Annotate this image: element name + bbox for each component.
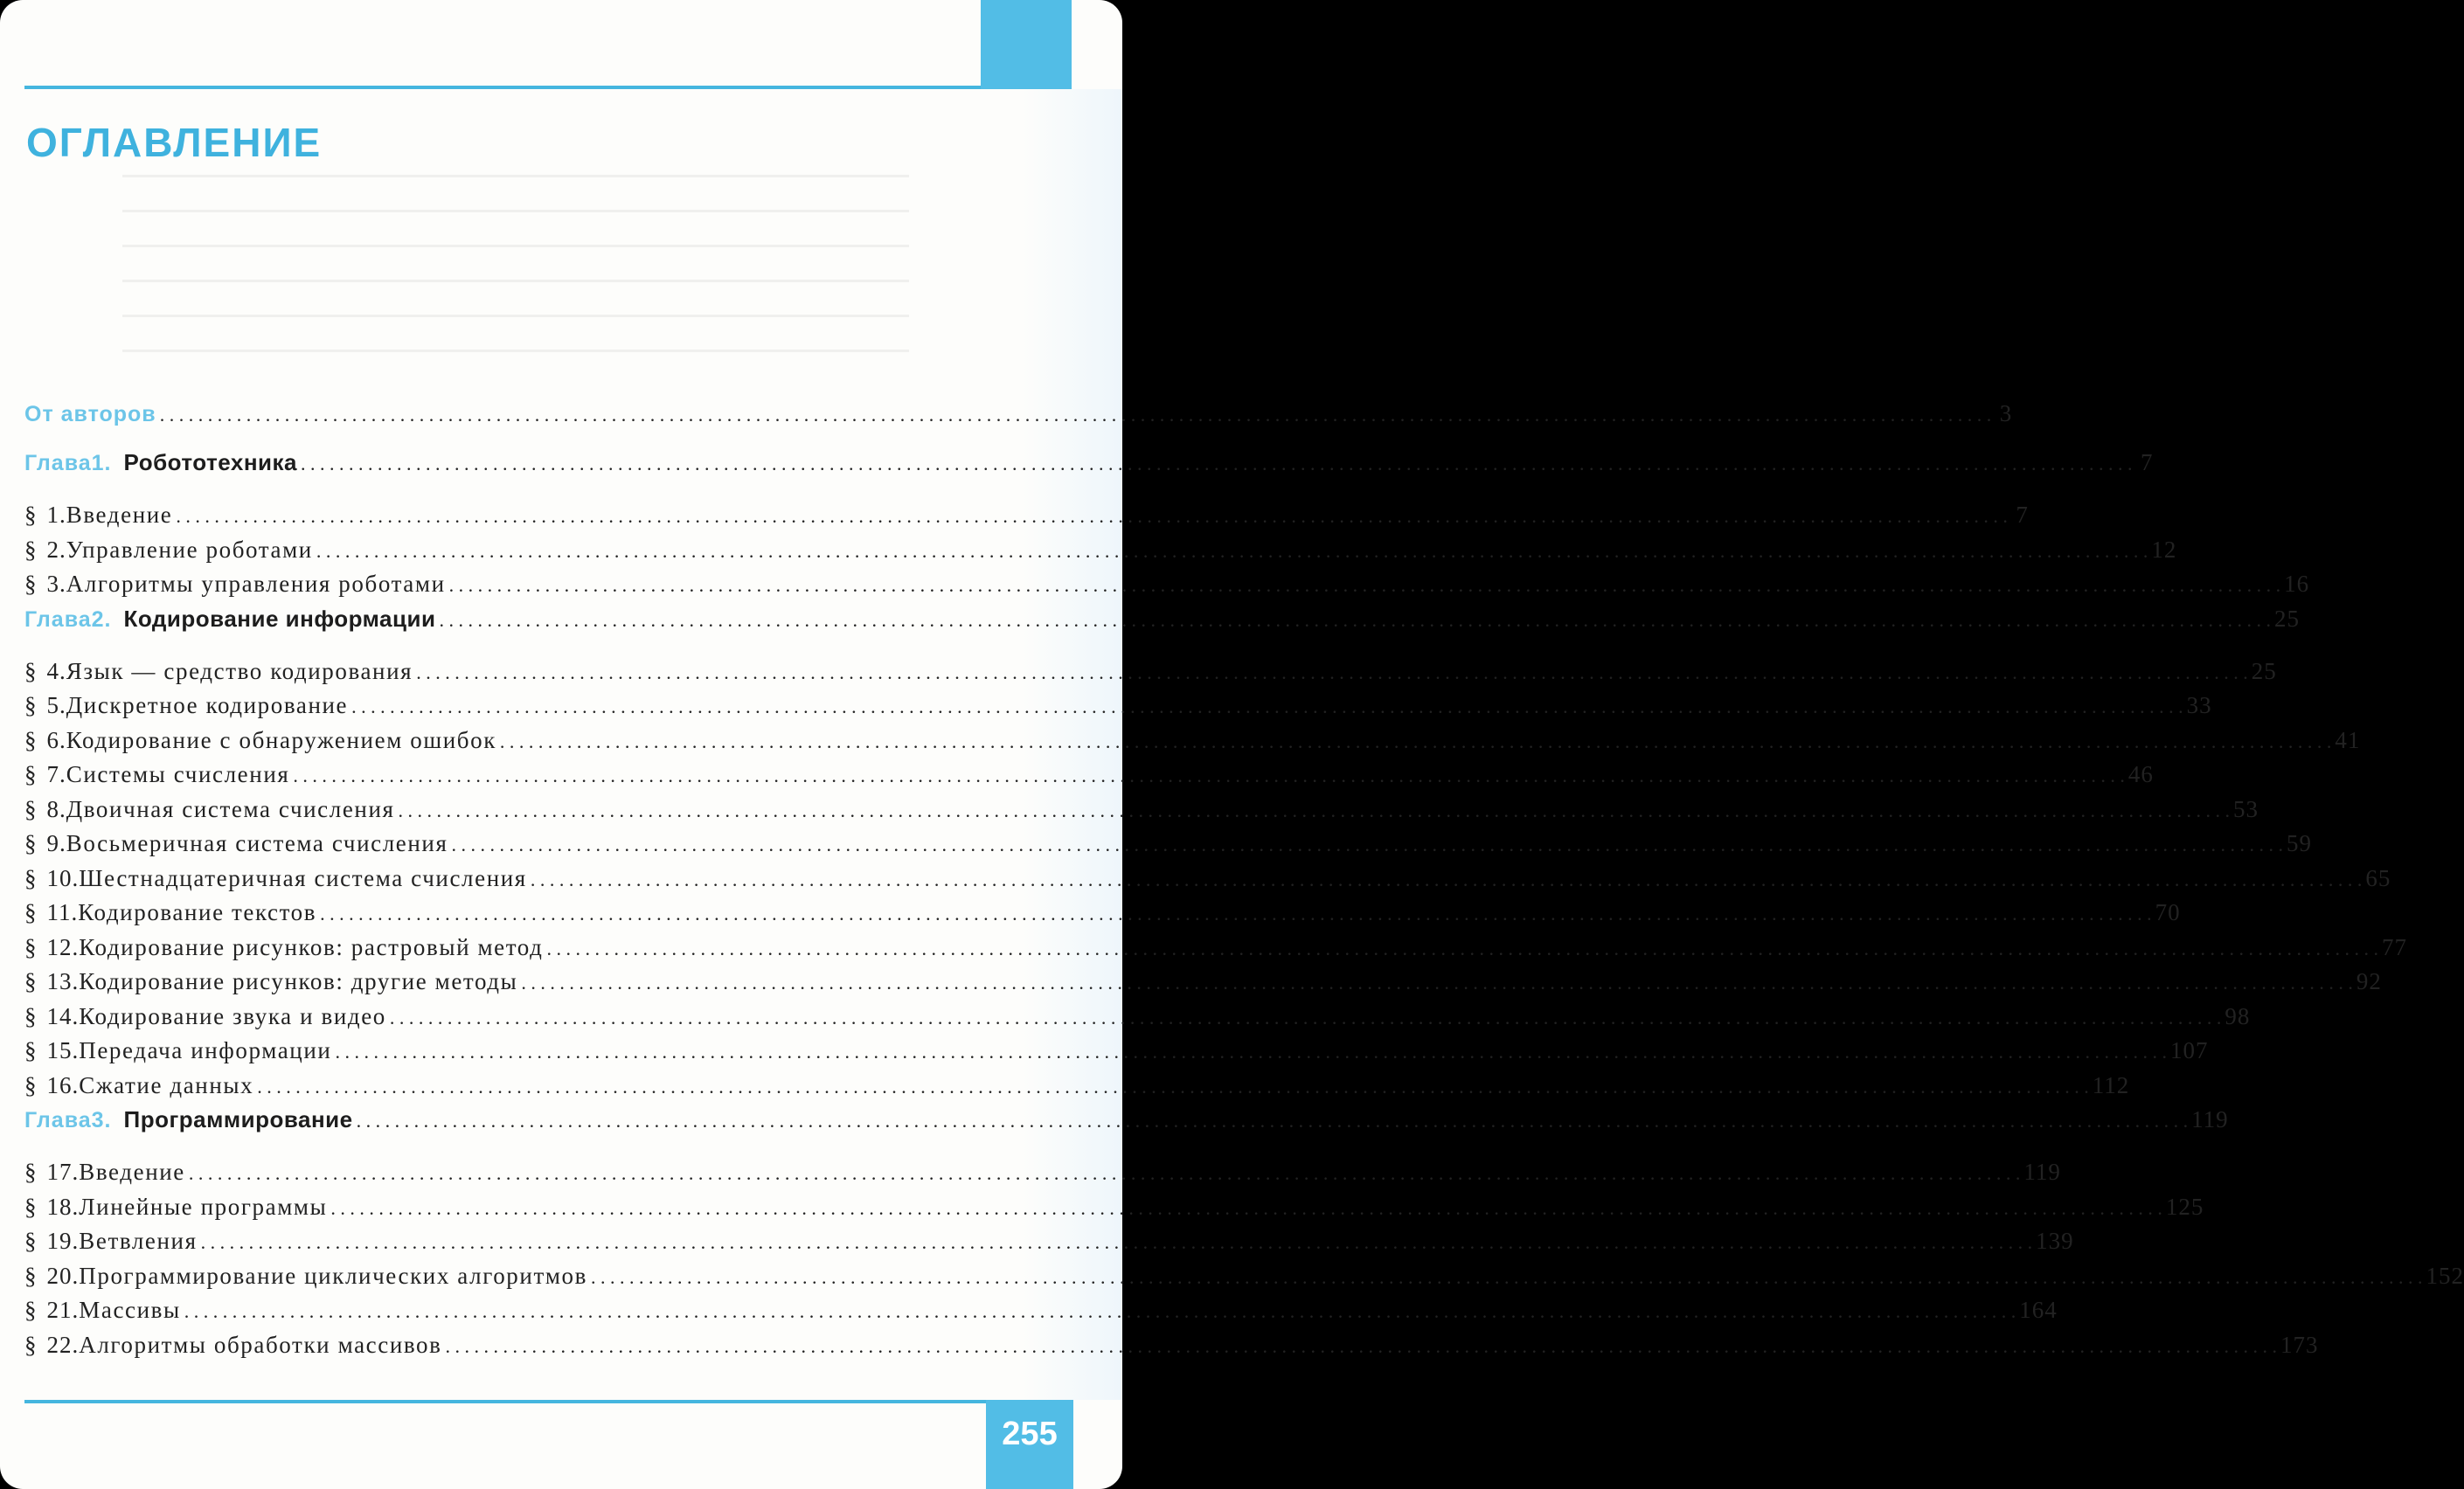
section-number: 7.: [46, 761, 66, 787]
section-sign: §: [24, 1331, 37, 1358]
section-title: Введение: [79, 1159, 185, 1185]
section-page: 33: [2186, 692, 2212, 718]
section-sign: §: [24, 899, 37, 925]
leader-dots: [320, 903, 2152, 925]
section-number: 6.: [46, 726, 66, 753]
section-page: 125: [2165, 1193, 2204, 1220]
section-number: 13.: [46, 968, 80, 994]
chapter-word: Глава: [24, 451, 92, 475]
section-sign: §: [24, 1193, 37, 1220]
section-page: 139: [2036, 1228, 2074, 1254]
section-number: 19.: [46, 1228, 80, 1254]
page-number: 255: [1002, 1416, 1058, 1452]
toc-intro-label: От авторов: [24, 402, 156, 426]
section-sign: §: [24, 536, 37, 563]
section-sign: §: [24, 968, 37, 994]
section-page: 7: [2016, 502, 2029, 528]
section-page: 107: [2169, 1037, 2209, 1063]
chapter-number: 1.: [91, 451, 112, 475]
chapter-title: Программирование: [123, 1106, 353, 1132]
section-number: 9.: [46, 830, 66, 856]
section-page: 173: [2280, 1331, 2319, 1358]
chapter-word: Глава: [24, 606, 92, 632]
section-title: Массивы: [79, 1297, 181, 1323]
section-page: 16: [2284, 571, 2310, 597]
section-page: 77: [2381, 933, 2407, 960]
section-number: 3.: [46, 571, 66, 597]
section-number: 10.: [46, 864, 80, 891]
section-title: Кодирование текстов: [78, 899, 317, 925]
section-number: 21.: [46, 1297, 80, 1323]
section-sign: §: [24, 761, 37, 787]
section-title: Кодирование звука и видео: [79, 1002, 386, 1029]
section-title: Кодирование с обнаружением ошибок: [66, 726, 496, 753]
chapter-page: 119: [2191, 1106, 2229, 1132]
leader-dots: [335, 1041, 2167, 1063]
section-number: 1.: [46, 502, 66, 528]
section-title: Язык — средство кодирования: [66, 657, 413, 684]
leader-dots: [531, 869, 2363, 891]
toc-intro-row[interactable]: [24, 400, 2013, 449]
toc-section-row[interactable]: [24, 1159, 2061, 1194]
leader-dots: [357, 1110, 2189, 1132]
section-number: 20.: [46, 1262, 80, 1289]
section-sign: §: [24, 1159, 37, 1185]
bottom-rule: [24, 1400, 986, 1403]
section-page: 25: [2251, 657, 2277, 684]
section-title: Передача информации: [79, 1037, 332, 1063]
leader-dots: [390, 1007, 2222, 1029]
leader-dots: [399, 800, 2231, 822]
top-rule: [24, 86, 981, 89]
chapter-title: Робототехника: [123, 449, 297, 475]
section-sign: §: [24, 933, 37, 960]
section-number: 18.: [46, 1193, 80, 1220]
leader-dots: [201, 1231, 2033, 1254]
chapter-number: 3.: [91, 1108, 112, 1132]
section-title: Кодирование рисунков: растровый метод: [79, 933, 544, 960]
chapter-page: 7: [2140, 449, 2154, 475]
section-title: Введение: [66, 502, 173, 528]
toc-section-row[interactable]: [24, 571, 2310, 606]
section-sign: §: [24, 864, 37, 891]
page-title: ОГЛАВЛЕНИЕ: [26, 120, 323, 165]
section-number: 5.: [46, 692, 66, 718]
section-page: 164: [2019, 1297, 2058, 1323]
section-number: 15.: [46, 1037, 80, 1063]
section-title: Алгоритмы управления роботами: [66, 571, 446, 597]
leader-dots: [293, 765, 2125, 787]
section-page: 98: [2225, 1002, 2251, 1029]
section-sign: §: [24, 830, 37, 856]
section-title: Системы счисления: [66, 761, 290, 787]
section-number: 12.: [46, 933, 80, 960]
toc-chapter-row[interactable]: [24, 449, 2154, 498]
toc-section-row[interactable]: [24, 1193, 2204, 1229]
toc-section-row[interactable]: [24, 1331, 2319, 1367]
leader-dots: [416, 661, 2248, 684]
leader-dots: [189, 1162, 2021, 1185]
section-page: 41: [2335, 726, 2361, 753]
section-number: 17.: [46, 1159, 80, 1185]
section-sign: §: [24, 571, 37, 597]
leader-dots: [316, 540, 2148, 563]
leader-dots: [452, 834, 2284, 856]
chapter-word: Глава: [24, 1108, 92, 1132]
section-sign: §: [24, 726, 37, 753]
section-number: 8.: [46, 795, 66, 822]
toc-section-row[interactable]: [24, 761, 2154, 796]
section-sign: §: [24, 502, 37, 528]
section-sign: §: [24, 1262, 37, 1289]
toc-section-row[interactable]: [24, 899, 2181, 934]
section-title: Сжатие данных: [79, 1071, 254, 1098]
section-number: 4.: [46, 657, 66, 684]
section-page: 65: [2365, 864, 2391, 891]
toc-section-row[interactable]: [24, 830, 2312, 865]
leader-dots: [176, 505, 2008, 528]
toc-section-row[interactable]: [24, 536, 2177, 571]
section-page: 92: [2356, 968, 2382, 994]
toc-section-row[interactable]: [24, 933, 2407, 969]
section-sign: §: [24, 1071, 37, 1098]
leader-dots: [351, 696, 2183, 718]
section-sign: §: [24, 657, 37, 684]
section-number: 22.: [46, 1331, 80, 1358]
leader-dots: [160, 404, 1992, 426]
leader-dots: [546, 938, 2378, 960]
leader-dots: [445, 1335, 2277, 1358]
toc-section-row[interactable]: [24, 864, 2391, 900]
section-page: 112: [2092, 1071, 2130, 1098]
section-title: Алгоритмы обработки массивов: [79, 1331, 442, 1358]
table-of-contents: [24, 400, 2464, 1366]
chapter-page: 25: [2273, 605, 2300, 632]
section-page: 70: [2155, 899, 2181, 925]
section-page: 152: [2426, 1262, 2464, 1289]
section-number: 11.: [46, 899, 79, 925]
section-page: 46: [2127, 761, 2154, 787]
toc-section-row[interactable]: [24, 1037, 2209, 1072]
toc-section-row[interactable]: [24, 657, 2277, 693]
chapter-number: 2.: [91, 606, 112, 632]
section-number: 14.: [46, 1002, 80, 1029]
leader-dots: [439, 609, 2271, 632]
section-sign: §: [24, 795, 37, 822]
section-page: 59: [2287, 830, 2312, 856]
section-title: Управление роботами: [66, 536, 313, 563]
leader-dots: [500, 731, 2332, 753]
section-sign: §: [24, 1228, 37, 1254]
section-title: Кодирование рисунков: другие методы: [79, 968, 518, 994]
section-page: 119: [2023, 1159, 2061, 1185]
chapter-title: Кодирование информации: [123, 605, 436, 632]
leader-dots: [449, 574, 2281, 597]
section-sign: §: [24, 1037, 37, 1063]
top-corner-tab: [981, 0, 1072, 89]
leader-dots: [301, 453, 2133, 475]
toc-section-row[interactable]: [24, 795, 2259, 831]
toc-section-row[interactable]: [24, 1228, 2074, 1263]
leader-dots: [521, 972, 2353, 994]
toc-section-row[interactable]: [24, 1262, 2464, 1298]
section-title: Программирование циклических алгоритмов: [79, 1262, 587, 1289]
section-sign: §: [24, 1002, 37, 1029]
toc-chapter-row[interactable]: [24, 605, 2300, 654]
section-sign: §: [24, 692, 37, 718]
leader-dots: [184, 1300, 2016, 1323]
section-page: 53: [2233, 795, 2259, 822]
toc-section-row[interactable]: [24, 1071, 2130, 1107]
page-number-tab: [986, 1400, 1073, 1489]
section-title: Восьмеричная система счисления: [66, 830, 448, 856]
show-through-text: [122, 175, 909, 367]
section-number: 2.: [46, 536, 66, 563]
toc-section-row[interactable]: [24, 1002, 2251, 1038]
section-title: Двоичная система счисления: [66, 795, 395, 822]
section-sign: §: [24, 1297, 37, 1323]
section-title: Шестнадцатеричная система счисления: [79, 864, 527, 891]
toc-intro-page: 3: [1999, 400, 2013, 426]
section-title: Ветвления: [79, 1228, 198, 1254]
toc-section-row[interactable]: [24, 692, 2212, 727]
section-number: 16.: [46, 1071, 80, 1098]
toc-chapter-row[interactable]: [24, 1106, 2229, 1155]
toc-section-row[interactable]: [24, 1297, 2058, 1332]
section-title: Линейные программы: [79, 1193, 328, 1220]
toc-section-row[interactable]: [24, 726, 2361, 762]
leader-dots: [330, 1197, 2162, 1220]
section-page: 12: [2151, 536, 2177, 563]
section-title: Дискретное кодирование: [66, 692, 349, 718]
toc-section-row[interactable]: [24, 968, 2382, 1003]
leader-dots: [591, 1266, 2423, 1289]
leader-dots: [257, 1076, 2089, 1098]
toc-section-row[interactable]: [24, 502, 2029, 537]
